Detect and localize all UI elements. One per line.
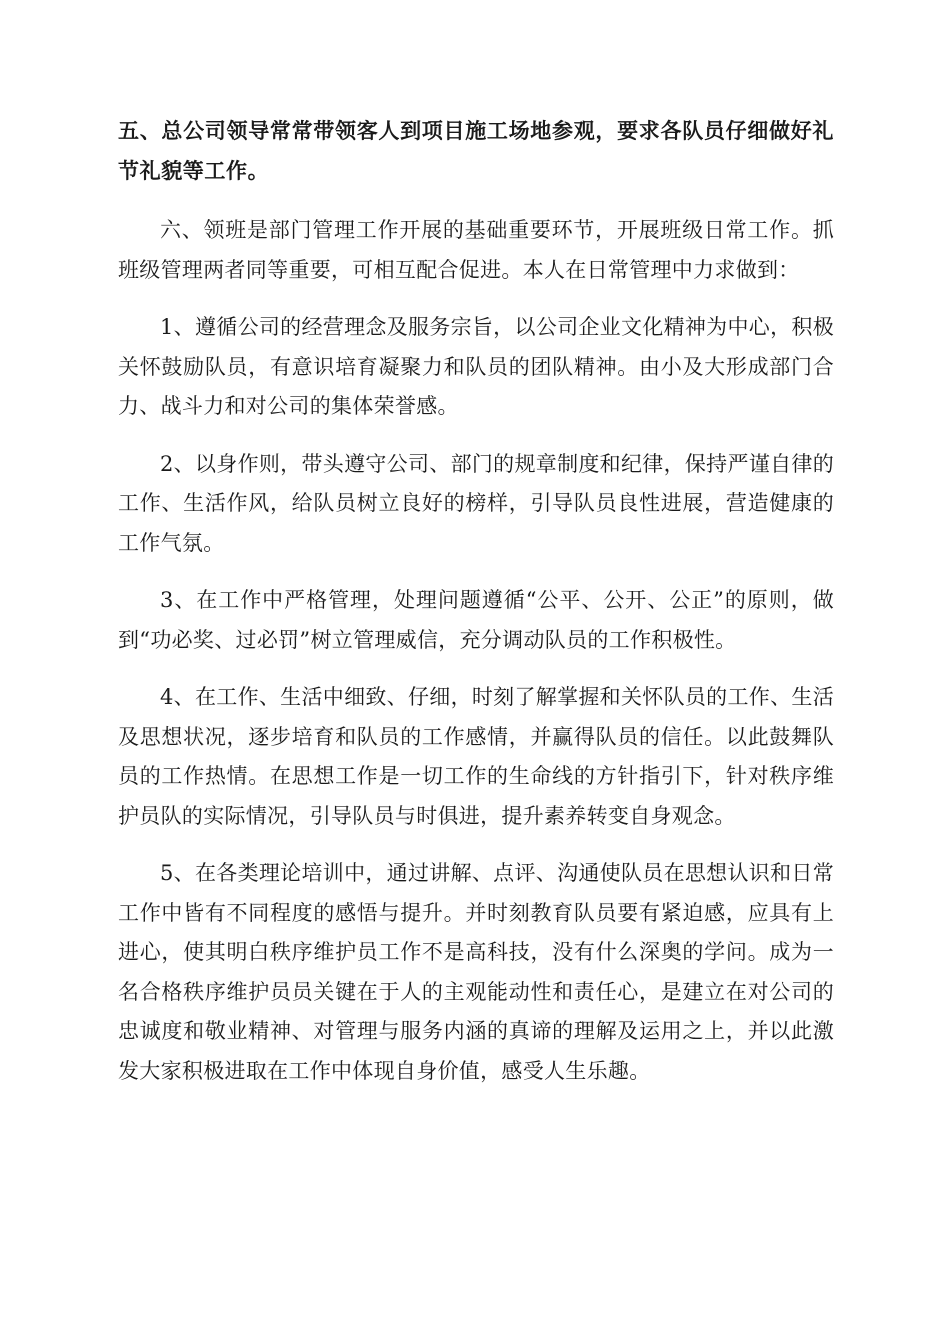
paragraph-item-2: 2、以身作则，带头遵守公司、部门的规章制度和纪律，保持严谨自律的工作、生活作风，给队员树立良好的榜样，引导队员良性进展，营造健康的工作气氛。 — [118, 451, 834, 555]
paragraph-item-3: 3、在工作中严格管理，处理问题遵循“公平、公开、公正”的原则，做到“功必奖、过必罚”树立管理威信，充分调动队员的工作积极性。 — [118, 588, 834, 652]
section-heading: 五、总公司领导常常带领客人到项目施工场地参观，要求各队员仔细做好礼节礼貌等工作。 — [118, 119, 834, 183]
paragraph-six: 六、领班是部门管理工作开展的基础重要环节，开展班级日常工作。抓班级管理两者同等重要，可相互配合促进。本人在日常管理中力求做到： — [118, 218, 834, 282]
paragraph-item-1: 1、遵循公司的经营理念及服务宗旨，以公司企业文化精神为中心，积极关怀鼓励队员，有意识培育凝聚力和队员的团队精神。由小及大形成部门合力、战斗力和对公司的集体荣誉感。 — [118, 315, 834, 418]
document-page — [118, 112, 834, 1109]
paragraph-item-5: 5、在各类理论培训中，通过讲解、点评、沟通使队员在思想认识和日常工作中皆有不同程度的感悟与提升。并时刻教育队员要有紧迫感，应具有上进心，使其明白秩序维护员工作不是高科技，没有什么深奥的学问。成为一名合格秩序维护员员关键在于人的主观能动性和责任心，是建立在对公司的忠诚度和敬业精神、对管理与服务内涵的真谛的理解及运用之上，并以此激发大家积极进取在工作中体现自身价值，感受人生乐趣。 — [118, 861, 834, 1083]
paragraph-item-4: 4、在工作、生活中细致、仔细，时刻了解掌握和关怀队员的工作、生活及思想状况，逐步培育和队员的工作感情，并赢得队员的信任。以此鼓舞队员的工作热情。在思想工作是一切工作的生命线的方针指引下，针对秩序维护员队的实际情况，引导队员与时俱进，提升素养转变自身观念。 — [118, 685, 834, 828]
